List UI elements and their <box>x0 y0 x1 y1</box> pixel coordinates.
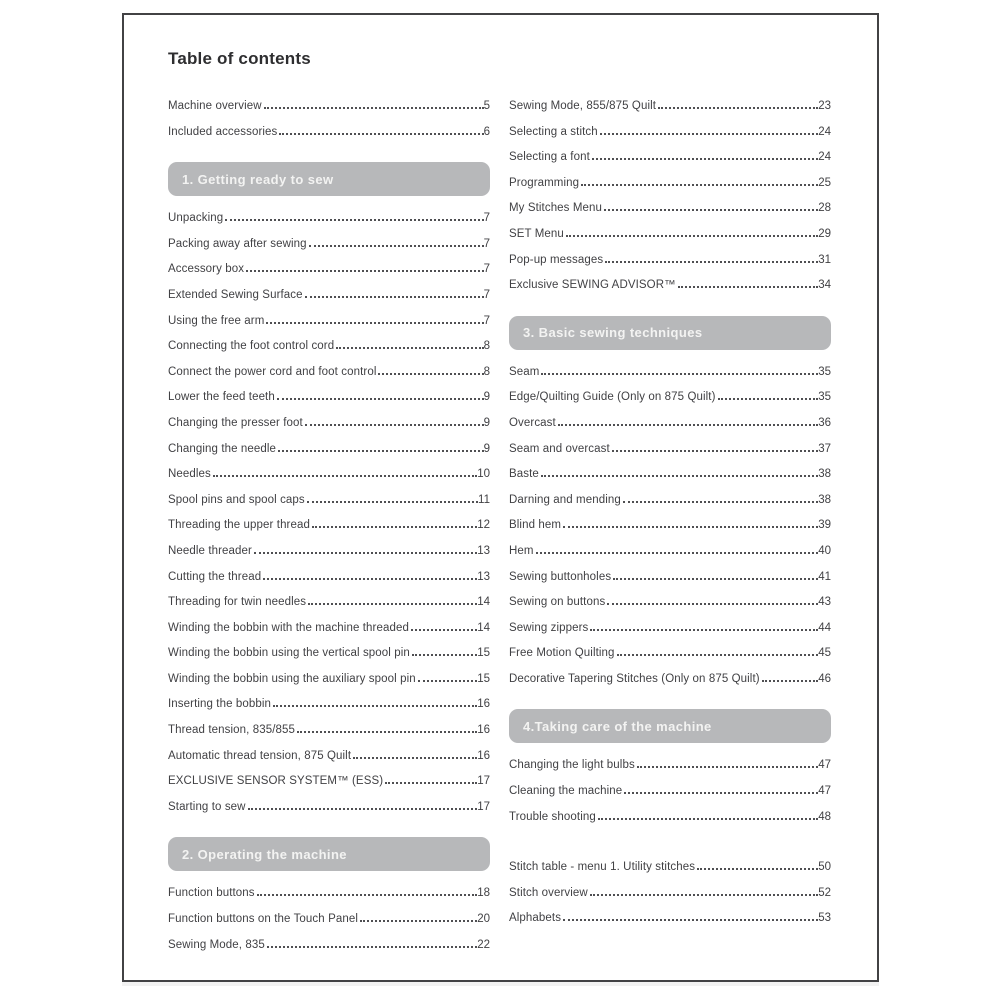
toc-entry-label: Included accessories <box>168 125 278 138</box>
toc-entry-page-number: 24 <box>818 151 831 164</box>
toc-entry-page-number: 31 <box>818 253 831 266</box>
toc-entry <box>509 384 831 410</box>
toc-entry-page-number: 47 <box>818 785 831 798</box>
toc-entry-page-number: 10 <box>477 468 490 481</box>
leader-dots <box>637 766 818 768</box>
leader-dots <box>697 868 818 870</box>
toc-entry-page-number: 22 <box>477 938 490 951</box>
toc-entry-label: Function buttons <box>168 887 255 900</box>
toc-entry-label: Sewing zippers <box>509 621 589 634</box>
toc-entry <box>168 359 490 385</box>
toc-entry-page-number: 15 <box>477 672 490 685</box>
toc-column-right <box>509 93 831 957</box>
toc-entry-label: Sewing buttonholes <box>509 570 612 583</box>
toc-entry <box>168 333 490 359</box>
toc-entry <box>509 880 831 906</box>
toc-entry-page-number: 20 <box>477 913 490 926</box>
toc-entry <box>168 906 490 932</box>
toc-entry-label: Unpacking <box>168 212 224 225</box>
toc-entry-label: Blind hem <box>509 519 562 532</box>
toc-entry-page-number: 9 <box>483 442 490 455</box>
section-header <box>509 316 831 350</box>
toc-entry-page-number: 9 <box>483 391 490 404</box>
section-header-label: 2. Operating the machine <box>182 846 347 862</box>
leader-dots <box>762 680 819 682</box>
toc-entry-label: Selecting a font <box>509 151 590 164</box>
toc-entry-page-number: 13 <box>477 570 490 583</box>
toc-entry-label: Threading for twin needles <box>168 596 307 609</box>
leader-dots <box>541 475 818 477</box>
toc-entry <box>509 905 831 931</box>
toc-entry-label: Stitch table - menu 1. Utility stitches <box>509 861 696 874</box>
toc-entry <box>509 144 831 170</box>
toc-entry-label: Changing the presser foot <box>168 416 303 429</box>
toc-entry-page-number: 37 <box>818 442 831 455</box>
toc-entry-label: Winding the bobbin using the vertical spool pin <box>168 647 410 660</box>
toc-entry-page-number: 41 <box>818 570 831 583</box>
toc-entry-label: EXCLUSIVE SENSOR SYSTEM™ (ESS) <box>168 775 384 788</box>
toc-entry-label: Extended Sewing Surface <box>168 288 303 301</box>
toc-entry-page-number: 8 <box>483 365 490 378</box>
toc-entry-label: Baste <box>509 468 539 481</box>
toc-entry-label: Selecting a stitch <box>509 125 598 138</box>
toc-entry-label: Inserting the bobbin <box>168 698 272 711</box>
leader-dots <box>246 270 484 272</box>
toc-entry <box>168 538 490 564</box>
toc-entry-page-number: 46 <box>818 672 831 685</box>
toc-entry-page-number: 39 <box>818 519 831 532</box>
toc-entry-page-number: 17 <box>477 800 490 813</box>
leader-dots <box>612 450 818 452</box>
toc-entry-page-number: 16 <box>477 749 490 762</box>
leader-dots <box>353 757 477 759</box>
toc-entry-label: Starting to sew <box>168 800 246 813</box>
toc-entry-page-number: 38 <box>818 468 831 481</box>
toc-entry-label: Pop-up messages <box>509 253 604 266</box>
leader-dots <box>267 946 477 948</box>
toc-entry-label: Sewing on buttons <box>509 596 606 609</box>
leader-dots <box>312 526 477 528</box>
toc-entry <box>509 359 831 385</box>
toc-entry <box>168 691 490 717</box>
toc-entry-label: Accessory box <box>168 263 245 276</box>
toc-entry-label: Cleaning the machine <box>509 785 623 798</box>
toc-entry-page-number: 44 <box>818 621 831 634</box>
toc-entry-label: Decorative Tapering Stitches (Only on 875 Quilt) <box>509 672 760 685</box>
toc-entry-page-number: 13 <box>477 544 490 557</box>
toc-entry-label: Darning and mending <box>509 493 621 506</box>
toc-entry-label: Lower the feed teeth <box>168 391 275 404</box>
leader-dots <box>336 347 483 349</box>
toc-entry <box>509 93 831 119</box>
toc-entry-page-number: 50 <box>818 861 831 874</box>
leader-dots <box>592 158 818 160</box>
leader-dots <box>566 235 818 237</box>
section-header-label: 3. Basic sewing techniques <box>523 325 703 341</box>
toc-entry <box>168 410 490 436</box>
toc-entry-page-number: 40 <box>818 544 831 557</box>
leader-dots <box>305 424 484 426</box>
toc-entry-page-number: 8 <box>483 340 490 353</box>
leader-dots <box>624 792 818 794</box>
leader-dots <box>541 373 818 375</box>
leader-dots <box>213 475 477 477</box>
toc-entry <box>509 854 831 880</box>
leader-dots <box>623 501 818 503</box>
toc-columns <box>168 93 831 957</box>
toc-entry-page-number: 15 <box>477 647 490 660</box>
leader-dots <box>254 552 477 554</box>
leader-dots <box>266 322 483 324</box>
toc-entry-page-number: 53 <box>818 912 831 925</box>
leader-dots <box>378 373 483 375</box>
toc-entry <box>168 743 490 769</box>
toc-entry-label: Overcast <box>509 416 556 429</box>
toc-entry-page-number: 45 <box>818 647 831 660</box>
toc-entry-label: Hem <box>509 544 534 557</box>
leader-dots <box>309 245 484 247</box>
toc-entry-page-number: 47 <box>818 759 831 772</box>
toc-entry-page-number: 35 <box>818 365 831 378</box>
toc-entry <box>509 666 831 692</box>
toc-entry <box>168 282 490 308</box>
toc-entry <box>168 436 490 462</box>
toc-entry-label: Alphabets <box>509 912 562 925</box>
leader-dots <box>617 654 819 656</box>
toc-entry-label: Changing the light bulbs <box>509 759 635 772</box>
toc-entry <box>168 119 490 145</box>
toc-entry <box>168 231 490 257</box>
toc-entry <box>168 717 490 743</box>
leader-dots <box>718 398 819 400</box>
toc-entry <box>168 768 490 794</box>
leader-dots <box>279 133 483 135</box>
toc-entry <box>168 487 490 513</box>
leader-dots <box>590 894 818 896</box>
toc-entry-page-number: 7 <box>483 263 490 276</box>
section-header-label: 1. Getting ready to sew <box>182 171 334 187</box>
toc-entry-page-number: 7 <box>483 288 490 301</box>
leader-dots <box>605 261 818 263</box>
toc-entry-page-number: 7 <box>483 237 490 250</box>
toc-entry <box>168 308 490 334</box>
leader-dots <box>297 731 477 733</box>
leader-dots <box>257 894 478 896</box>
toc-entry <box>168 666 490 692</box>
toc-entry-label: Trouble shooting <box>509 810 596 823</box>
leader-dots <box>360 920 477 922</box>
leader-dots <box>418 680 477 682</box>
page-title: Table of contents <box>168 49 311 68</box>
toc-entry <box>168 205 490 231</box>
toc-entry-label: Free Motion Quilting <box>509 647 615 660</box>
toc-entry-label: Changing the needle <box>168 442 277 455</box>
toc-entry-page-number: 35 <box>818 391 831 404</box>
toc-entry <box>509 170 831 196</box>
section-header <box>509 709 831 743</box>
leader-dots <box>307 501 478 503</box>
toc-entry-label: Packing away after sewing <box>168 237 307 250</box>
leader-dots <box>600 133 818 135</box>
toc-entry-page-number: 43 <box>818 596 831 609</box>
toc-entry <box>509 436 831 462</box>
leader-dots <box>613 578 818 580</box>
toc-entry-label: Spool pins and spool caps <box>168 493 305 506</box>
toc-entry <box>168 615 490 641</box>
toc-entry-page-number: 16 <box>477 698 490 711</box>
leader-dots <box>563 919 818 921</box>
toc-entry <box>168 256 490 282</box>
toc-entry-label: Stitch overview <box>509 886 588 899</box>
toc-entry-label: Cutting the thread <box>168 570 262 583</box>
toc-entry <box>168 512 490 538</box>
toc-entry-page-number: 24 <box>818 125 831 138</box>
toc-entry-page-number: 7 <box>483 212 490 225</box>
toc-entry <box>509 410 831 436</box>
toc-entry-page-number: 38 <box>818 493 831 506</box>
toc-entry <box>509 119 831 145</box>
section-header <box>168 162 490 196</box>
leader-dots <box>248 808 478 810</box>
toc-entry <box>509 589 831 615</box>
toc-entry <box>509 195 831 221</box>
toc-entry <box>168 932 490 958</box>
toc-entry-page-number: 52 <box>818 886 831 899</box>
leader-dots <box>590 629 818 631</box>
leader-dots <box>411 629 477 631</box>
toc-entry <box>168 880 490 906</box>
toc-entry-label: Threading the upper thread <box>168 519 310 532</box>
leader-dots <box>607 603 818 605</box>
toc-entry <box>168 640 490 666</box>
toc-entry <box>168 794 490 820</box>
toc-entry-label: Function buttons on the Touch Panel <box>168 913 358 926</box>
toc-entry <box>509 461 831 487</box>
toc-entry-label: Edge/Quilting Guide (Only on 875 Quilt) <box>509 391 716 404</box>
leader-dots <box>581 184 818 186</box>
toc-entry-page-number: 36 <box>818 416 831 429</box>
section-header-label: 4.Taking care of the machine <box>523 718 712 734</box>
toc-entry-label: Sewing Mode, 835 <box>168 938 265 951</box>
leader-dots <box>305 296 484 298</box>
toc-entry <box>168 589 490 615</box>
leader-dots <box>598 818 818 820</box>
toc-entry-label: Exclusive SEWING ADVISOR™ <box>509 279 676 292</box>
leader-dots <box>536 552 819 554</box>
toc-entry-label: Seam <box>509 365 540 378</box>
toc-entry-page-number: 17 <box>477 775 490 788</box>
toc-entry-label: Sewing Mode, 855/875 Quilt <box>509 100 657 112</box>
toc-entry-label: Needles <box>168 468 211 481</box>
toc-entry <box>509 272 831 298</box>
leader-dots <box>264 107 484 109</box>
toc-entry-label: Machine overview <box>168 100 262 112</box>
toc-entry-page-number: 14 <box>477 596 490 609</box>
toc-entry-page-number: 9 <box>483 416 490 429</box>
toc-entry-label: Connecting the foot control cord <box>168 340 335 353</box>
toc-entry <box>509 564 831 590</box>
toc-entry <box>509 615 831 641</box>
leader-dots <box>385 782 477 784</box>
toc-entry <box>168 93 490 119</box>
toc-entry-label: Winding the bobbin with the machine threaded <box>168 621 409 634</box>
toc-entry <box>509 804 831 830</box>
toc-entry-label: Thread tension, 835/855 <box>168 724 295 737</box>
toc-entry <box>509 247 831 273</box>
leader-dots <box>563 526 818 528</box>
toc-entry-page-number: 28 <box>818 202 831 215</box>
leader-dots <box>412 654 477 656</box>
leader-dots <box>225 219 483 221</box>
toc-entry <box>168 384 490 410</box>
toc-entry-label: Needle threader <box>168 544 252 557</box>
leader-dots <box>273 705 477 707</box>
toc-entry-page-number: 25 <box>818 176 831 189</box>
toc-entry-label: Using the free arm <box>168 314 265 327</box>
leader-dots <box>658 107 818 109</box>
leader-dots <box>277 398 484 400</box>
toc-spacer <box>509 829 831 854</box>
leader-dots <box>558 424 818 426</box>
toc-entry-page-number: 18 <box>477 887 490 900</box>
toc-entry-page-number: 34 <box>818 279 831 292</box>
toc-entry-page-number: 5 <box>483 100 490 112</box>
toc-entry <box>509 487 831 513</box>
toc-entry-label: Seam and overcast <box>509 442 610 455</box>
toc-entry-page-number: 11 <box>478 493 490 506</box>
toc-entry-label: Winding the bobbin using the auxiliary spool pin <box>168 672 416 685</box>
toc-entry <box>509 778 831 804</box>
leader-dots <box>278 450 484 452</box>
toc-entry <box>509 640 831 666</box>
leader-dots <box>263 578 477 580</box>
toc-entry-page-number: 7 <box>483 314 490 327</box>
leader-dots <box>604 209 818 211</box>
toc-entry-page-number: 12 <box>477 519 490 532</box>
toc-entry <box>509 221 831 247</box>
leader-dots <box>308 603 477 605</box>
toc-entry-page-number: 48 <box>818 810 831 823</box>
toc-entry-label: Connect the power cord and foot control <box>168 365 377 378</box>
toc-entry <box>509 752 831 778</box>
toc-entry-label: Programming <box>509 176 580 189</box>
toc-entry-page-number: 29 <box>818 227 831 240</box>
manual-page <box>122 13 879 982</box>
toc-entry-page-number: 23 <box>818 100 831 112</box>
toc-entry-page-number: 6 <box>483 125 490 138</box>
toc-entry-label: Automatic thread tension, 875 Quilt <box>168 749 352 762</box>
toc-entry-label: My Stitches Menu <box>509 202 602 215</box>
toc-entry <box>168 564 490 590</box>
toc-entry-page-number: 16 <box>477 724 490 737</box>
toc-entry-page-number: 14 <box>477 621 490 634</box>
section-header <box>168 837 490 871</box>
leader-dots <box>678 286 818 288</box>
toc-entry <box>168 461 490 487</box>
toc-entry-label: SET Menu <box>509 227 564 240</box>
toc-entry <box>509 538 831 564</box>
toc-column-left <box>168 93 490 957</box>
toc-entry <box>509 512 831 538</box>
